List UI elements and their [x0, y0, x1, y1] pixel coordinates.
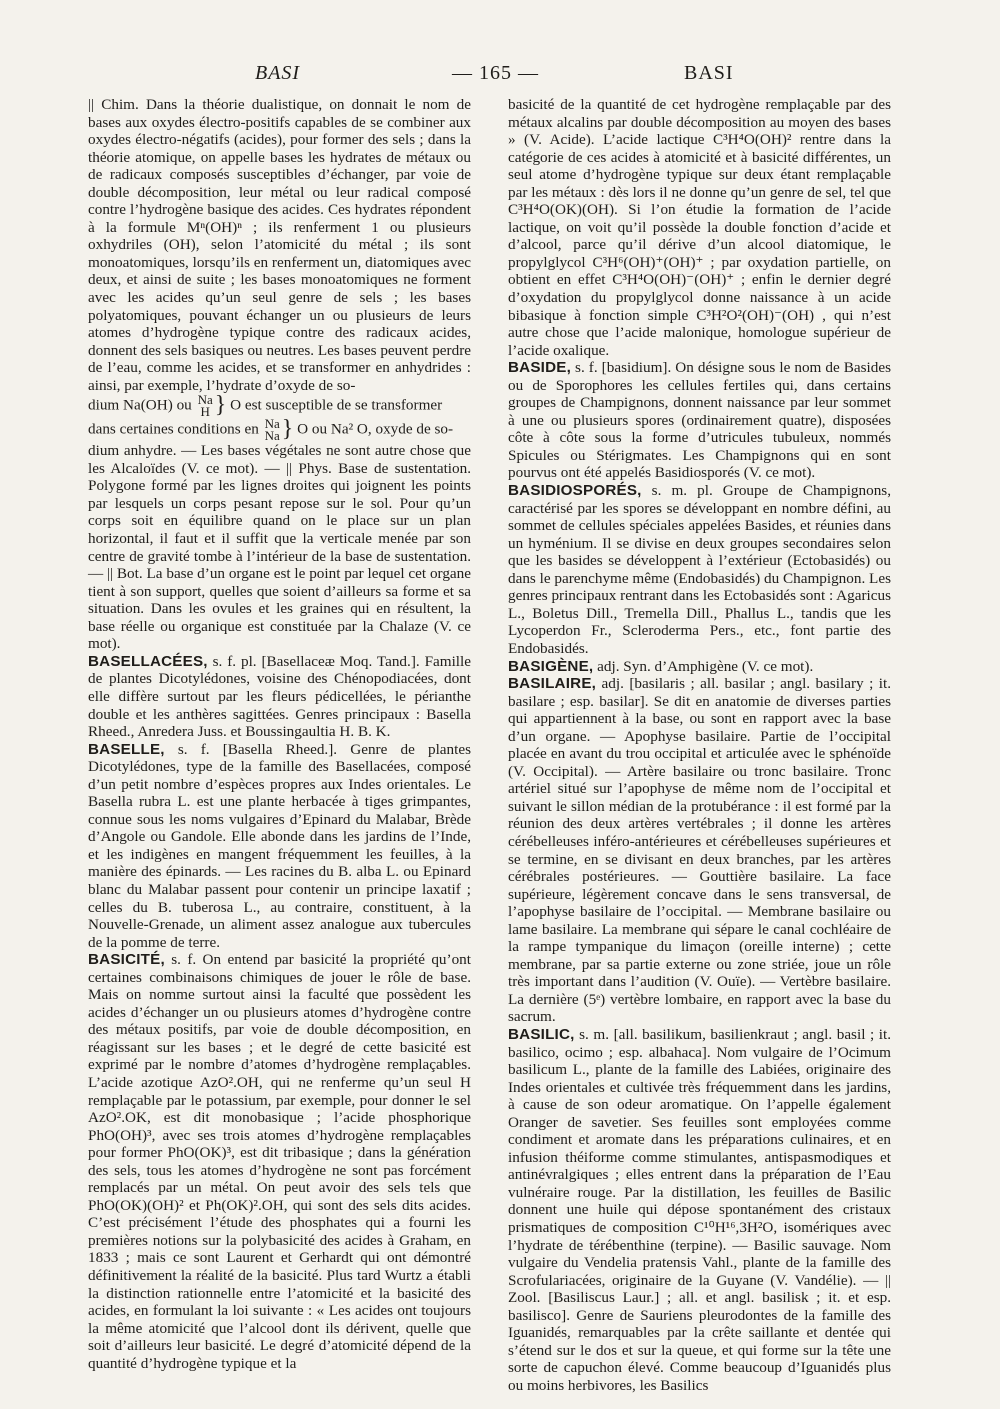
formula-2-bottom: Na — [264, 428, 280, 444]
left-column — [88, 96, 471, 1372]
headword: BASIDE, — [508, 359, 572, 377]
definition: s. f. On entend par basicité la propriété qu’ont certaines combinaisons chimiques de jouer le rôle de base. Mais on nomme surtout ainsi la faculté que possèdent les acides d’échanger un ou plusieurs atomes d’hydrogène contre des métaux positifs, par voie de double décomposition, en réagissant sur les bases ; et le degré de cette basicité est exprimé par le nombre d’atomes d’hydrogène remplaçables. L’acide azotique AzO².OH, qui ne renferme qu’un seul H remplaçable par le potassium, par exemple, pour donner le sel AzO².OK, est dit monobasique ; l’acide phosphorique PhO(OH)³, avec ses trois atomes d’hydrogène remplaçables pour former PhO(OK)³, est dit tribasique ; dans la génération des sels, tous les atomes d’hydrogène ne sont pas forcément remplacés par un métal. On peut avoir des sels tels que PhO(OK)(OH)² et Ph(OK)².OH, qui sont des sels dits acides. C’est précisément l’étude des phosphates qui a fourni les premières notions sur la polybasicité des acides à Graham, en 1833 ; mais ce sont Laurent et Gerhardt qui ont démontré définitivement la réalité de la basicité. Plus tard Wurtz a établi la distinction rationnelle entre l’atomicité et la basicité des acides, en formulant la loi suivante : « Les acides ont toujours la même atomicité que l’alcool dont ils dérivent, quelle que soit d’ailleurs leur basicité. Le degré d’atomicité dépend de la quantité d’hydrogène typique et la — [88, 951, 471, 1372]
formula-sodium-oxide — [88, 418, 471, 442]
definition: s. m. [all. basilikum, basilienkraut ; angl. basil ; it. basilico, ocimo ; esp. albahaca]. Nom vulgaire de l’Ocimum basilicum L., plante de la famille des Labiées, originaire des Indes orientales et cultivée très fréquemment dans les jardins, à cause de son odeur aromatique. On l’appelle également Oranger de savetier. Ses feuilles sont employées comme condiment et aromate dans les préparations culinaires, et en infusion théiforme comme stimulantes, antispasmodiques et antinévralgiques ; elles entrent dans la préparation de l’Eau vulnéraire rouge. Par la distillation, les feuilles de Basilic donnent une huile qui dépose spontanément des cristaux prismatiques de composition C¹⁰H¹⁶,3H²O, isomériques avec l’hydrate de térébenthine (terpine). — Basilic sauvage. Nom vulgaire du Vendelia pratensis Vahl., plante de la famille des Scrofulariacées, originaire de la Guyane (V. Vandélie). — || Zool. [Basiliscus Laur.] ; all. et angl. basilisk ; it. et esp. basilisco]. Genre de Sauriens pleurodontes de la famille des Iguanidés, remarquables par la crête saillante et dentée qui s’étend sur le dos et sur la queue, et qui forme sur la tête une sorte de capuchon élevé. Comme beaucoup d’Iguanidés plus ou moins herbivores, les Basilics — [508, 1025, 891, 1394]
headword: BASILAIRE, — [508, 675, 597, 693]
right-column — [508, 96, 891, 1394]
headword: BASICITÉ, — [88, 951, 165, 969]
formula-2-stack — [265, 418, 280, 442]
definition: adj. Syn. d’Amphigène (V. ce mot). — [593, 657, 814, 675]
definition: adj. [basilaris ; all. basilar ; angl. basilary ; it. basilare ; esp. basilar]. Se dit en anatomie de diverses parties qui appartiennent à la base, ou sont en rapport avec la base d’un organe. — Apophyse basilaire. Partie de l’occipital placée en avant du trou occipital et articulée avec le sphénoïde (V. Occipital). — Artère basilaire ou tronc basilaire. Tronc artériel situé sur l’apophyse de même nom de l’occipital et suivant le sillon médian de la protubérance : il est formé par la réunion des deux artères vertébrales ; il donne les artères cérébelleuses inféro-antérieures et cérébelleuses supérieures et se termine, en se divisant en deux branches, par les artères cérébrales postérieures. — Gouttière basilaire. La face supérieure, légèrement concave dans le sens transversal, de l’apophyse basilaire de l’occipital. — Membrane basilaire ou lame basilaire. La membrane qui sépare le canal cochléaire de la rampe tympanique du limaçon (oreille interne) ; cette membrane, par sa partie externe ou zone striée, joue un rôle très important dans l’audition (V. Ouïe). — Vertèbre basilaire. La dernière (5ᵉ) vertèbre lombaire, en rapport avec la base du sacrum. — [508, 675, 891, 1026]
formula-1-stack — [198, 394, 213, 418]
formula-1-prefix: dium Na(OH) ou — [88, 396, 192, 414]
headword: BASIDIOSPORÉS, — [508, 482, 642, 500]
formula-2-suffix: O ou Na² O, oxyde de so- — [297, 420, 454, 438]
brace-symbol: } — [214, 392, 227, 419]
base-phys-bot-paragraph: dium anhydre. — Les bases végétales ne sont autre chose que les Alcaloïdes (V. ce mot). — || Phys. Base de sustentation. Polygone formé par les lignes droites qui joignent les points par lesquels un corps pesant repose sur le sol. Pour qu’un corps soit en équilibre quand on le place sur un plan horizontal, il faut et il suffit que la verticale menée par son centre de gravité tombe à l’intérieur de la base de sustentation. — || Bot. La base d’un organe est le point par lequel cet organe tient à son support, quelles que soient d’ailleurs sa forme et sa situation. Dans les ovules et les graines qui en résultent, la base réelle ou organique est constituée par la Chalaze (V. ce mot). — [88, 442, 471, 653]
formula-sodium-hydrate — [88, 394, 471, 418]
entry-baside — [508, 359, 891, 482]
page-number: — 165 — — [452, 62, 539, 84]
entry-basidiospores — [508, 482, 891, 657]
entry-baselle — [88, 741, 471, 952]
base-chim-paragraph: || Chim. Dans la théorie dualistique, on donnait le nom de bases aux oxydes électro-positifs capables de se combiner aux oxydes électro-négatifs (acides), pour former des sels ; dans la théorie atomique, on appelle bases les hydrates de métaux ou de radicaux composés susceptibles d’échanger, par voie de double décomposition, leur métal ou leur radical composé contre l’hydrogène basique des acides. Ces hydrates répondent à la formule Mⁿ(OH)ⁿ ; ils renferment 1 ou plusieurs oxhydriles (OH), selon l’atomicité du métal ; ils sont monoatomiques, lorsqu’ils en renferment un, diatomiques avec deux, et ainsi de suite ; les bases monoatomiques ne forment avec les acides qu’un seul genre de sels ; les bases polyatomiques, pouvant échanger un ou plusieurs de leurs atomes d’hydrogène typique contre des radicaux acides, donnent des sels basiques ou neutres. Les bases peuvent perdre de l’eau, comme les acides, et se transformer en anhydrides : ainsi, par exemple, l’hydrate d’oxyde de so- — [88, 96, 471, 394]
definition: s. m. pl. Groupe de Champignons, caractérisé par les spores se développant en nombre défini, au sommet de cellules spéciales appelées Basides, et réunies dans un hyménium. Il se divise en deux groupes secondaires selon que les basides se développent à l’extérieur (Ectobasidés) ou dans le parenchyme même (Endobasidés) du Champignon. Les genres principaux rentrant dans les Ectobasidés sont : Agaricus L., Boletus Dill., Tremella Dill., Phallus L., tandis que les Lycoperdon Fr., Scleroderma Pers., etc., font partie des Endobasidés. — [508, 482, 891, 657]
formula-1-bottom: H — [200, 404, 210, 420]
brace-symbol: } — [281, 416, 294, 443]
formula-1-suffix: O est susceptible de se transformer — [230, 396, 443, 414]
header-right-word: BASI — [684, 62, 734, 84]
entry-basigene — [508, 658, 891, 676]
headword: BASELLACÉES, — [88, 652, 208, 670]
running-header — [0, 58, 1000, 88]
definition: s. f. pl. [Basellaceæ Moq. Tand.]. Famille de plantes Dicotylédones, voisine des Chénopodiacées, dont elle diffère surtout par les fleurs pédicellées, le périanthe double et les anthères sagittées. Genres principaux : Basella Rheed., Anredera Juss. et Boussingaultia H. B. K. — [88, 652, 471, 741]
headword: BASILIC, — [508, 1025, 575, 1043]
formula-2-top: Na — [264, 416, 280, 432]
headword: BASIGÈNE, — [508, 657, 594, 675]
formula-1-top: Na — [197, 392, 213, 408]
headword: BASELLE, — [88, 740, 165, 758]
entry-basellacees — [88, 653, 471, 741]
header-left-word: BASI — [255, 62, 301, 84]
basicite-continued-paragraph: basicité de la quantité de cet hydrogène remplaçable par des métaux alcalins par double décomposition au moyen des bases » (V. Acide). L’acide lactique C³H⁴O(OH)² rentre dans la catégorie de ces acides à atomicité et à basicité différentes, un seul atome d’hydrogène typique sur deux étant remplaçable par les métaux : dès lors il ne donne qu’un genre de sel, tel que C³H⁴O(OK)(OH). Si l’on étudie la formation de l’acide lactique, on voit qu’il possède la double fonction d’acide et d’alcool, parce qu’il dérive d’un alcool diatomique, le propylglycol C³H⁶(OH)⁺(OH)⁺ ; par oxydation partielle, on obtient en effet C³H⁴O(OH)⁻(OH)⁺ ; enfin le dernier degré d’oxydation du propylglycol donne naissance à un acide bibasique à fonction simple C³H²O²(OH)⁻(OH) , qui n’est autre chose que l’acide malonique, homologue supérieur de l’acide oxalique. — [508, 96, 891, 359]
definition: s. f. [Basella Rheed.]. Genre de plantes Dicotylédones, type de la famille des Basellacées, composé d’un petit nombre d’espèces propres aux Indes orientales. Le Basella rubra L. est une plante herbacée à tiges grimpantes, connue sous les noms vulgaires d’Epinard du Malabar, Brède d’Angole ou Gandole. Elle abonde dans les jardins de l’Inde, et les indigènes en mangent fréquemment les feuilles, à la manière des épinards. — Les racines du B. alba L. ou Epinard blanc du Malabar passent pour contenir un principe laxatif ; celles du B. tuberosa L., au contraire, constituent, à la Nouvelle-Grenade, un aliment assez analogue aux tubercules de la pomme de terre. — [88, 740, 471, 951]
entry-basicite — [88, 951, 471, 1372]
entry-basilaire — [508, 675, 891, 1026]
formula-2-prefix: dans certaines conditions en — [88, 420, 259, 438]
entry-basilic — [508, 1026, 891, 1394]
definition: s. f. [basidium]. On désigne sous le nom de Basides ou de Sporophores les cellules fertiles qui, dans certains groupes de Champignons, donnent naissance par leur sommet à une ou plusieurs spores (ordinairement quatre), disposées côte à côte sous la forme d’utricules tubuleux, nommés Spicules ou Stérigmates. Les Champignons qui en sont pourvus ont été appelés Basidiosporés (V. ce mot). — [508, 359, 891, 482]
